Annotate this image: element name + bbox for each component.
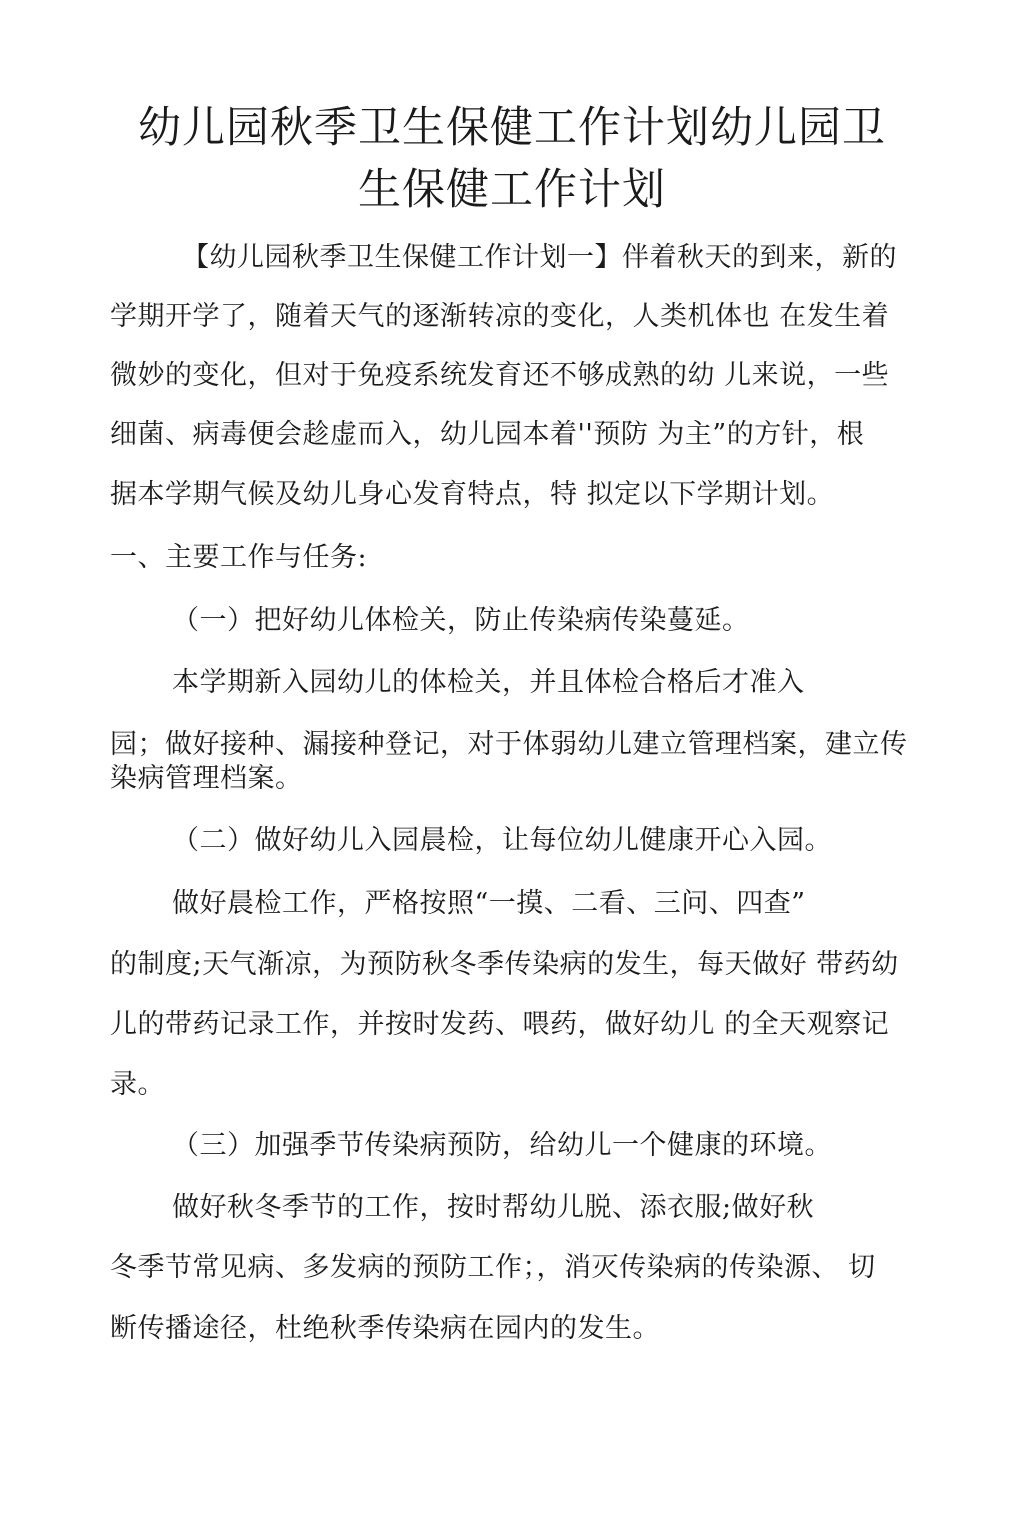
paragraph-line: 细菌、病毒便会趁虚而入，幼儿园本着''预防 为主”的方针，根 <box>110 419 865 450</box>
paragraph-line: 做好晨检工作，严格按照“一摸、二看、三问、四查” <box>172 888 806 919</box>
paragraph-line: 冬季节常见病、多发病的预防工作；，消灭传染病的传染源、 切 <box>110 1252 876 1283</box>
document-title-line-1: 幼儿园秋季卫生保健工作计划幼儿园卫 <box>138 103 886 153</box>
paragraph-line: 的制度;天气渐凉，为预防秋冬季传染病的发生，每天做好 带药幼 <box>110 949 899 980</box>
paragraph-line: 本学期新入园幼儿的体检关，并且体检合格后才准入 <box>172 667 805 698</box>
section-heading: 一、主要工作与任务: <box>110 542 368 573</box>
subsection-heading: （三）加强季节传染病预防，给幼儿一个健康的环境。 <box>172 1130 832 1161</box>
paragraph-line: 微妙的变化，但对于免疫系统发育还不够成熟的幼 儿来说，一些 <box>110 360 890 391</box>
paragraph-line: 据本学期气候及幼儿身心发育特点，特 拟定以下学期计划。 <box>110 479 835 510</box>
paragraph-line: 园；做好接种、漏接种登记，对于体弱幼儿建立管理档案，建立传 <box>110 729 908 760</box>
subsection-heading: （一）把好幼儿体检关，防止传染病传染蔓延。 <box>172 605 750 636</box>
paragraph-line: 学期开学了，随着天气的逐渐转凉的变化，人类机体也 在发生着 <box>110 301 890 332</box>
document-title-line-2: 生保健工作计划 <box>358 165 666 215</box>
paragraph-line: 断传播途径，杜绝秋季传染病在园内的发生。 <box>110 1313 660 1344</box>
paragraph-line: 【幼儿园秋季卫生保健工作计划一】伴着秋天的到来，新的 <box>182 242 897 273</box>
paragraph-line: 做好秋冬季节的工作，按时帮幼儿脱、添衣服;做好秋 <box>172 1192 815 1223</box>
paragraph-line: 染病管理档案。 <box>110 763 303 794</box>
subsection-heading: （二）做好幼儿入园晨检，让每位幼儿健康开心入园。 <box>172 825 832 856</box>
paragraph-line: 儿的带药记录工作，并按时发药、喂药，做好幼儿 的全天观察记 <box>110 1009 890 1040</box>
paragraph-line: 录。 <box>110 1069 165 1100</box>
